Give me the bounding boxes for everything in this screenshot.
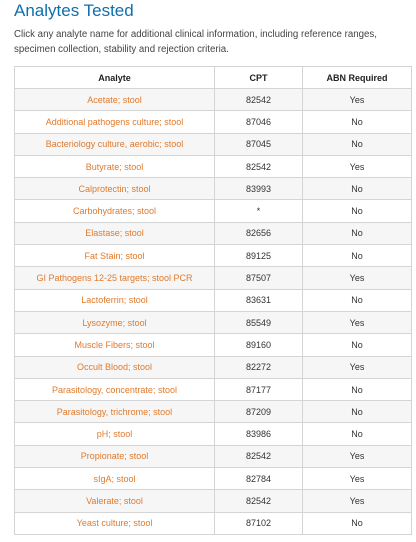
abn-cell: No <box>303 401 412 423</box>
analyte-link[interactable]: Parasitology, trichrome; stool <box>56 406 173 417</box>
analyte-cell <box>15 378 215 400</box>
table-row <box>15 289 412 311</box>
abn-cell: Yes <box>303 311 412 333</box>
table-row <box>15 245 412 267</box>
cpt-cell: 83986 <box>215 423 303 445</box>
cpt-cell: 82542 <box>215 155 303 177</box>
analyte-link[interactable]: Yeast culture; stool <box>76 518 153 529</box>
abn-cell: No <box>303 111 412 133</box>
analyte-link[interactable]: Carbohydrates; stool <box>72 206 157 217</box>
analyte-link[interactable]: sIgA; stool <box>93 473 136 484</box>
analyte-link[interactable]: Valerate; stool <box>86 495 143 506</box>
analyte-cell <box>15 512 215 534</box>
cpt-cell: 87045 <box>215 133 303 155</box>
abn-cell: No <box>303 133 412 155</box>
analyte-link[interactable]: Additional pathogens culture; stool <box>45 116 184 127</box>
cpt-cell: 87507 <box>215 267 303 289</box>
table-row <box>15 401 412 423</box>
cpt-cell: 82542 <box>215 89 303 111</box>
abn-cell: Yes <box>303 445 412 467</box>
column-header-cpt: CPT <box>215 67 303 89</box>
analyte-cell <box>15 155 215 177</box>
cpt-cell: 82542 <box>215 445 303 467</box>
cpt-cell: 85549 <box>215 311 303 333</box>
analyte-link[interactable]: Butyrate; stool <box>85 161 144 172</box>
abn-cell: No <box>303 423 412 445</box>
analyte-cell <box>15 445 215 467</box>
cpt-cell: 89160 <box>215 334 303 356</box>
abn-cell: No <box>303 200 412 222</box>
analyte-cell <box>15 89 215 111</box>
table-row <box>15 178 412 200</box>
table-header-row <box>15 67 412 89</box>
analyte-cell <box>15 401 215 423</box>
analyte-link[interactable]: pH; stool <box>96 429 133 440</box>
analyte-link[interactable]: Fat Stain; stool <box>84 250 145 261</box>
analyte-link[interactable]: Lactoferrin; stool <box>81 295 148 306</box>
analyte-link[interactable]: Parasitology, concentrate; stool <box>52 384 177 395</box>
page-title: Analytes Tested <box>14 1 134 20</box>
table-row <box>15 111 412 133</box>
table-row <box>15 445 412 467</box>
table-row <box>15 423 412 445</box>
abn-cell: Yes <box>303 155 412 177</box>
abn-cell: Yes <box>303 267 412 289</box>
table-body <box>15 89 412 535</box>
analyte-cell <box>15 267 215 289</box>
table-row <box>15 311 412 333</box>
table-row <box>15 222 412 244</box>
cpt-cell: 87046 <box>215 111 303 133</box>
abn-cell: No <box>303 378 412 400</box>
intro-text: Click any analyte name for additional clinical information, including reference ranges, specimen collection, stability and rejection criteria. <box>14 29 377 55</box>
analyte-cell <box>15 245 215 267</box>
analyte-link[interactable]: Occult Blood; stool <box>76 362 153 373</box>
table-row <box>15 267 412 289</box>
analyte-link[interactable]: GI Pathogens 12-25 targets; stool PCR <box>36 273 193 284</box>
analyte-link[interactable]: Bacteriology culture, aerobic; stool <box>45 139 184 150</box>
table-row <box>15 89 412 111</box>
analyte-link[interactable]: Calprotectin; stool <box>78 183 151 194</box>
cpt-cell: 89125 <box>215 245 303 267</box>
analyte-cell <box>15 423 215 445</box>
table-row <box>15 133 412 155</box>
abn-cell: No <box>303 178 412 200</box>
abn-cell: Yes <box>303 468 412 490</box>
analyte-cell <box>15 111 215 133</box>
cpt-cell: 87177 <box>215 378 303 400</box>
column-header-analyte: Analyte <box>15 67 215 89</box>
table-row <box>15 356 412 378</box>
cpt-cell: 82272 <box>215 356 303 378</box>
analyte-link[interactable]: Propionate; stool <box>80 451 149 462</box>
analyte-cell <box>15 356 215 378</box>
table-row <box>15 490 412 512</box>
abn-cell: Yes <box>303 89 412 111</box>
analyte-cell <box>15 200 215 222</box>
analyte-cell <box>15 468 215 490</box>
cpt-cell: 83993 <box>215 178 303 200</box>
abn-cell: No <box>303 512 412 534</box>
abn-cell: No <box>303 245 412 267</box>
analyte-cell <box>15 490 215 512</box>
cpt-cell: * <box>215 200 303 222</box>
analyte-cell <box>15 289 215 311</box>
abn-cell: Yes <box>303 356 412 378</box>
cpt-cell: 82784 <box>215 468 303 490</box>
column-header-abn-required: ABN Required <box>303 67 412 89</box>
cpt-cell: 87102 <box>215 512 303 534</box>
analyte-cell <box>15 334 215 356</box>
table-row <box>15 512 412 534</box>
table-row <box>15 200 412 222</box>
abn-cell: No <box>303 222 412 244</box>
table-row <box>15 155 412 177</box>
table-row <box>15 378 412 400</box>
cpt-cell: 83631 <box>215 289 303 311</box>
analyte-link[interactable]: Elastase; stool <box>85 228 144 239</box>
analyte-cell <box>15 311 215 333</box>
cpt-cell: 87209 <box>215 401 303 423</box>
table-row <box>15 468 412 490</box>
analyte-cell <box>15 178 215 200</box>
analyte-link[interactable]: Lysozyme; stool <box>82 317 147 328</box>
analyte-link[interactable]: Acetate; stool <box>87 94 142 105</box>
analyte-cell <box>15 133 215 155</box>
analytes-table <box>14 66 412 535</box>
abn-cell: No <box>303 289 412 311</box>
cpt-cell: 82542 <box>215 490 303 512</box>
analyte-cell <box>15 222 215 244</box>
abn-cell: No <box>303 334 412 356</box>
cpt-cell: 82656 <box>215 222 303 244</box>
table-row <box>15 334 412 356</box>
analyte-link[interactable]: Muscle Fibers; stool <box>74 339 155 350</box>
abn-cell: Yes <box>303 490 412 512</box>
